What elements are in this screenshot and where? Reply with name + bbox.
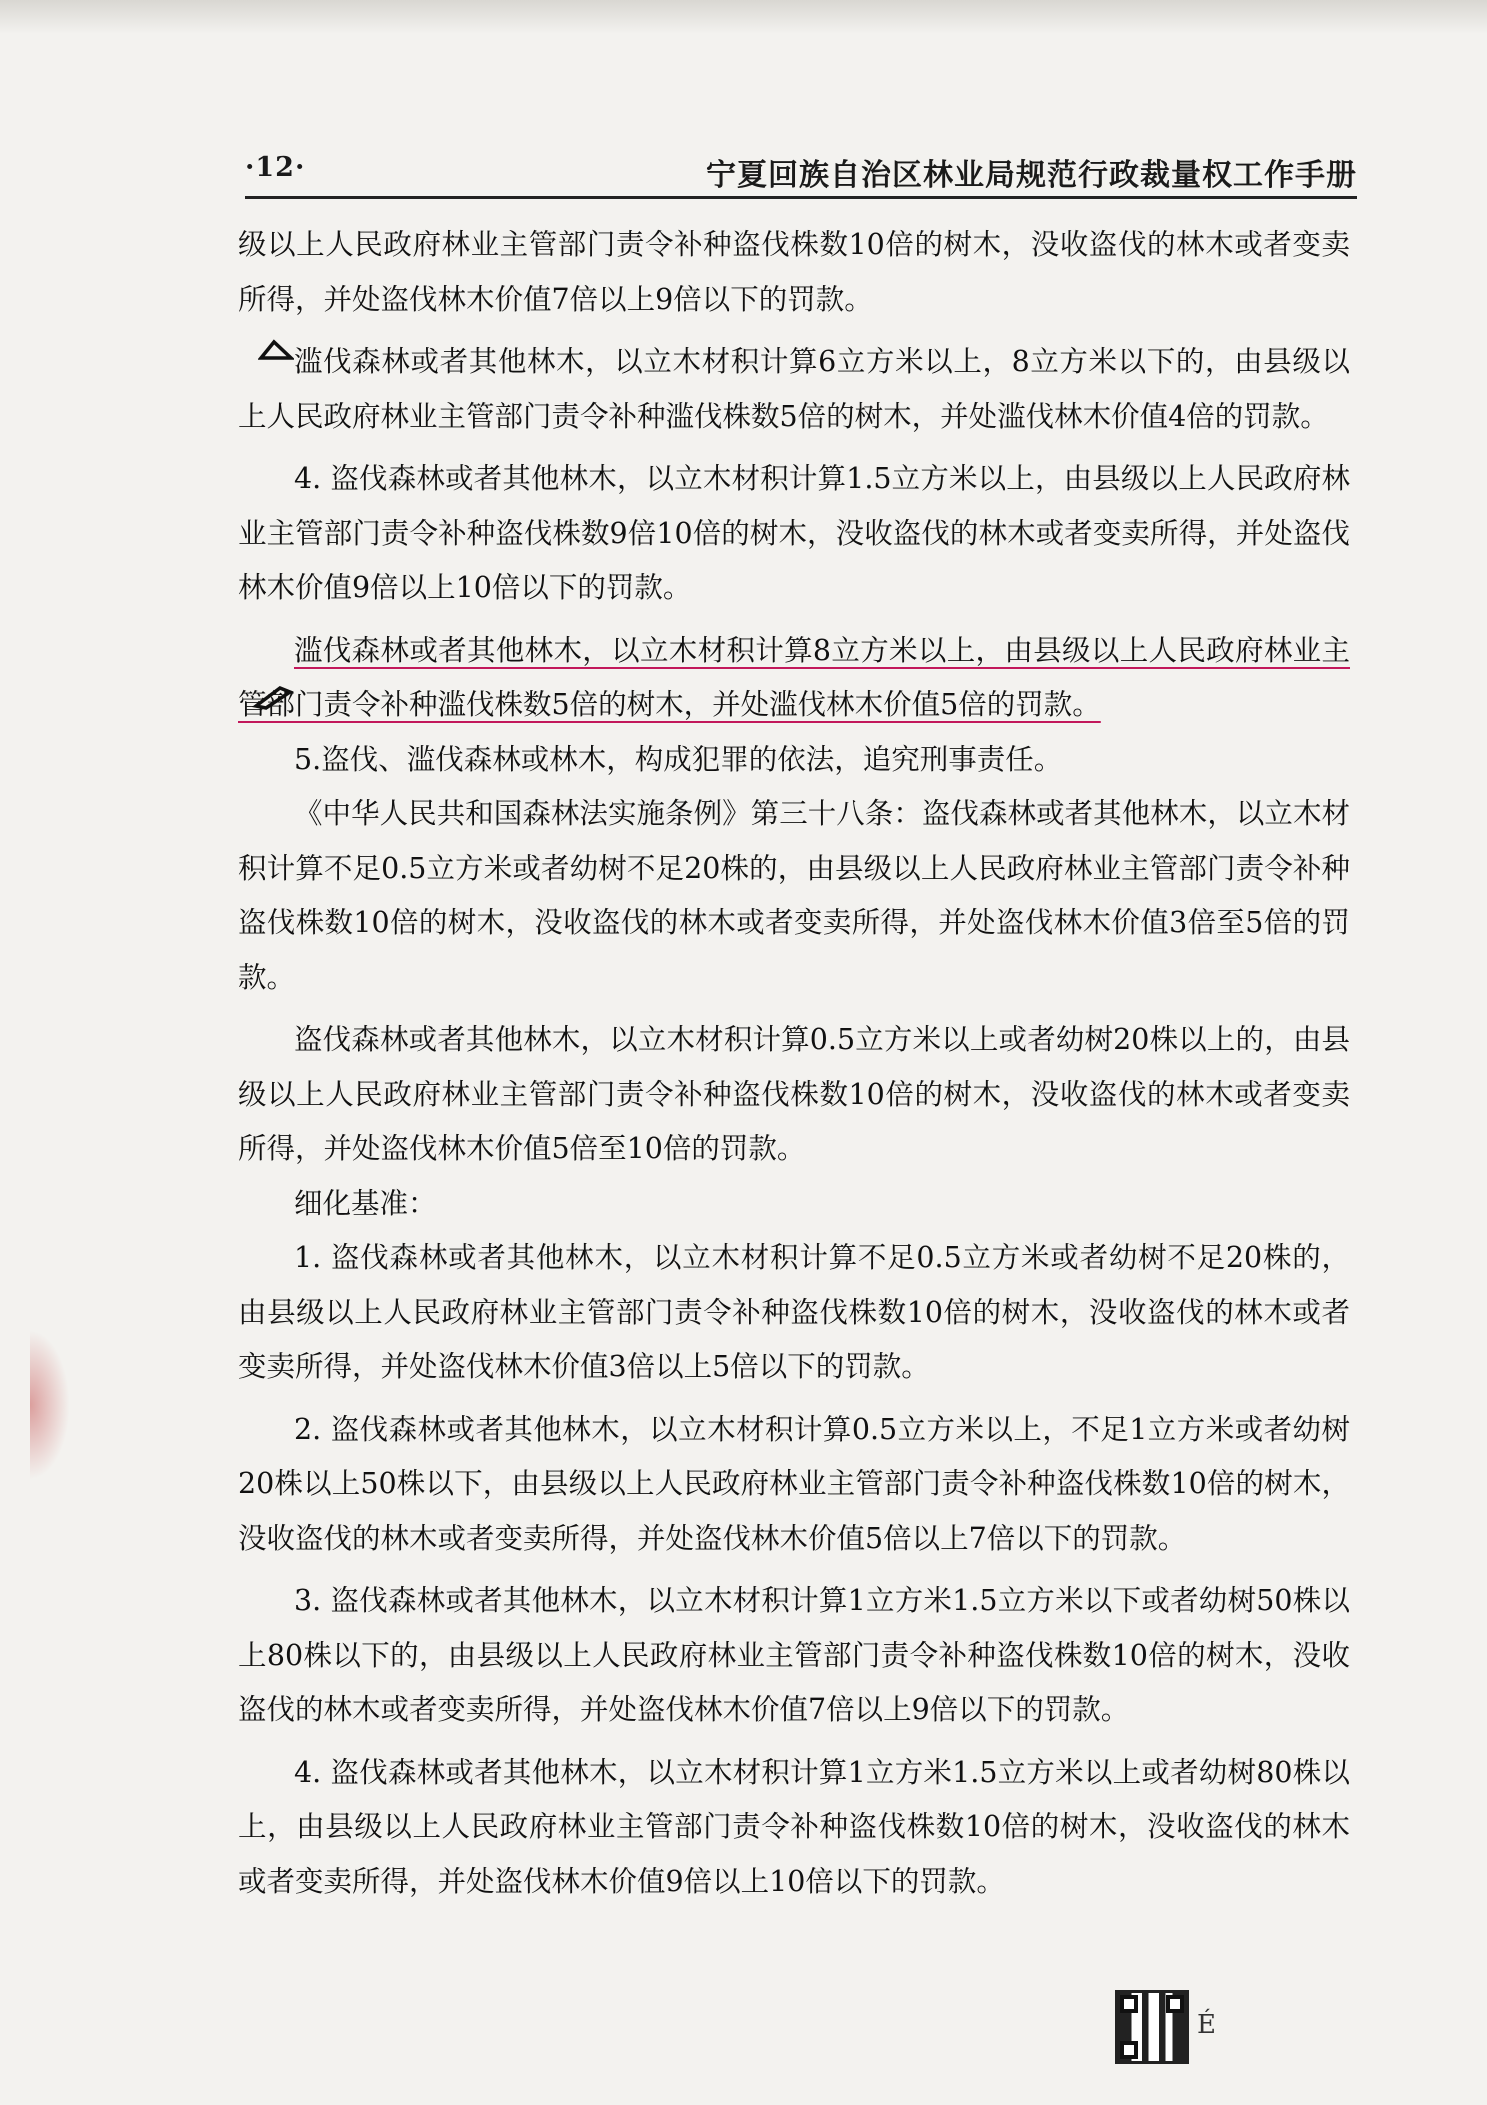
running-title: 宁夏回族自治区林业局规范行政裁量权工作手册 [706, 158, 1357, 193]
scan-stain-left [30, 1330, 70, 1480]
trailing-glyph: É [1197, 2010, 1216, 2040]
scan-shadow-top [0, 0, 1487, 34]
header-rule [245, 196, 1357, 199]
paragraph-4-highlighted: 滥伐森林或者其他林木，以立木材积计算8立方米以上，由县级以上人民政府林业主管部门责令补种滥伐株数5倍的树木，并处滥伐林木价值5倍的罚款。 [238, 633, 1350, 721]
paragraph-6: 《中华人民共和国森林法实施条例》第三十八条：盗伐森林或者其他林木，以立木材积计算不足0.5立方米或者幼树不足20株的，由县级以上人民政府林业主管部门责令补种盗伐株数10倍的树木，没收盗伐的林木或者变卖所得，并处盗伐林木价值3倍至5倍的罚款。 [238, 797, 1350, 994]
body-text [238, 218, 1350, 1909]
page-number: ·12· [245, 152, 306, 183]
paragraph-3: 4. 盗伐森林或者其他林木，以立木材积计算1.5立方米以上，由县级以上人民政府林业主管部门责令补种盗伐株数9倍10倍的树木，没收盗伐的林木或者变卖所得，并处盗伐林木价值9倍以上10倍以下的罚款。 [238, 462, 1350, 604]
paragraph-10: 2. 盗伐森林或者其他林木，以立木材积计算0.5立方米以上，不足1立方米或者幼树20株以上50株以下，由县级以上人民政府林业主管部门责令补种盗伐株数10倍的树木，没收盗伐的林木或者变卖所得，并处盗伐林木价值5倍以上7倍以下的罚款。 [238, 1412, 1350, 1555]
paragraph-12: 4. 盗伐森林或者其他林木，以立木材积计算1立方米1.5立方米以上或者幼树80株以上，由县级以上人民政府林业主管部门责令补种盗伐株数10倍的树木，没收盗伐的林木或者变卖所得，并处盗伐林木价值9倍以上10倍以下的罚款。 [238, 1755, 1350, 1898]
paragraph-9: 1. 盗伐森林或者其他林木，以立木材积计算不足0.5立方米或者幼树不足20株的，由县级以上人民政府林业主管部门责令补种盗伐株数10倍的树木，没收盗伐的林木或者变卖所得，并处盗伐林木价值3倍以上5倍以下的罚款。 [238, 1241, 1350, 1383]
paragraph-2: 滥伐森林或者其他林木，以立木材积计算6立方米以上，8立方米以下的，由县级以上人民政府林业主管部门责令补种滥伐株数5倍的树木，并处滥伐林木价值4倍的罚款。 [238, 345, 1350, 433]
paragraph-5: 5.盗伐、滥伐森林或林木，构成犯罪的依法，追究刑事责任。 [294, 742, 1063, 776]
paragraph-8-subheading: 细化基准： [294, 1186, 437, 1220]
paragraph-7: 盗伐森林或者其他林木，以立木材积计算0.5立方米以上或者幼树20株以上的，由县级以上人民政府林业主管部门责令补种盗伐株数10倍的树木，没收盗伐的林木或者变卖所得，并处盗伐林木价值5倍至10倍的罚款。 [238, 1023, 1350, 1165]
page-header [245, 150, 1357, 196]
paragraph-1: 级以上人民政府林业主管部门责令补种盗伐株数10倍的树木，没收盗伐的林木或者变卖所得，并处盗伐林木价值7倍以上9倍以下的罚款。 [238, 228, 1350, 316]
qr-code [1115, 1990, 1189, 2064]
paragraph-11: 3. 盗伐森林或者其他林木，以立木材积计算1立方米1.5立方米以下或者幼树50株以上80株以下的，由县级以上人民政府林业主管部门责令补种盗伐株数10倍的树木，没收盗伐的林木或者变卖所得，并处盗伐林木价值7倍以上9倍以下的罚款。 [238, 1584, 1350, 1726]
